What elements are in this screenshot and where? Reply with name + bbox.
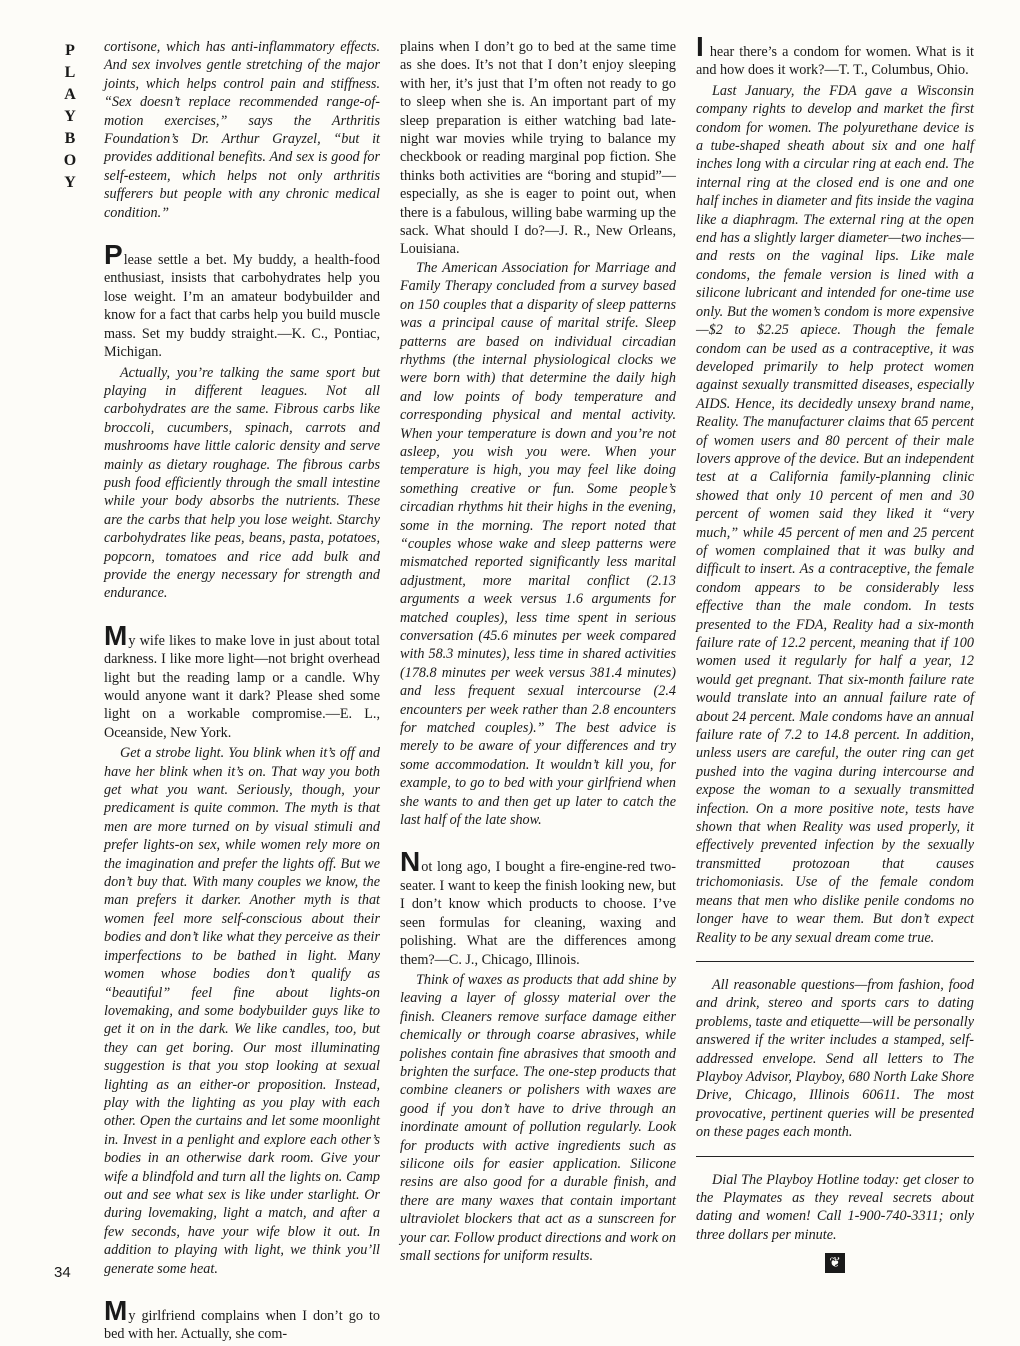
advisor-note: All reasonable questions—from fashion, food and drink, stereo and sports cars to dating problems, taste and etiquette—will be personally answered if the writer includes a stamped, self-addressed envelope. Send all letters to The Playboy Advisor, Playboy, 680 North Lake Shore Drive, Chicago, Illinois 60611. The most provocative, pertinent queries will be presented on these pages each month. bbox=[696, 976, 974, 1141]
question-bedtime: My girlfriend complains when I don’t go to bed with her. Actually, she com- bbox=[104, 1295, 380, 1343]
answer-darkness: Get a strobe light. You blink when it’s off and have her blink when it’s on. That way you both get what you want. Seriously, though, your predicament is quite common. The myth is that men are more turned on by visual stimuli and prefer lights-on sex, while women rely more on the imagination and prefer the lights off. But we don’t buy that. With many couples we know, the man prefers it darker. Another myth is that women feel more self-conscious about their bodies and don’t like what they perceive as their imperfections to be bathed in light. Many women whose bodies don’t qualify as “beautiful” feel fine about lights-on lovemaking, and some bodybuilder guys like to get it on in the dark. We like candles, too, but they can get boring. Our most illuminating suggestion is that you stop looking at sexual lighting as an either-or proposition. Instead, play with the lighting as you play with each other. Open the curtains and let some moonlight in. Invest in a penlight and explore each other’s bodies in an otherwise dark room. Give your wife a blindfold and turn all the lights on. Camp out and see what sex is like under starlight. Or during lovemaking, light a match, and after a few seconds, have your wife blow it out. In addition to playing with light, we think you’ll generate some heat. bbox=[104, 745, 380, 1277]
divider bbox=[696, 1156, 974, 1157]
hotline-note: Dial The Playboy Hotline today: get closer to the Playmates as they reveal secrets about dating and women! Call 1-900-740-3311; only three dollars per minute. bbox=[696, 1171, 974, 1243]
question-carbohydrates: Please settle a bet. My buddy, a health-food enthusiast, insists that carbohydrates help you lose weight. I’m an amateur bodybuilder and know for a fact that carbs help you build muscle mass. Set my buddy straight.—K. C., Pontiac, Michigan. bbox=[104, 239, 380, 361]
drop-initial: P bbox=[104, 239, 123, 271]
rabbit-logo-icon: ❦ bbox=[696, 1250, 974, 1273]
answer-bedtime: The American Association for Marriage and Family Therapy concluded from a survey based on 150 couples that a disparity of sleep patterns was a principal cause of marital strife. Sleep patterns are based on individual circadian rhythms (the internal physiological clocks we were born with) that determine the daily high and low points of body temperature and corresponding physical and mental activity. When your temperature is down and you’re not asleep, you wish you were. When your temperature is high, you may feel like doing something creative or fun. Some people’s circadian rhythms hit their highs in the evening, some in the morning. The report noted that “couples whose wake and sleep patterns were mismatched reported significantly less marital adjustment, more marital conflict (2.13 arguments a week versus 1.6 arguments for matched couples), less time spent in serious conversation (45.6 minutes per week compared with 58.3 minutes), less time in shared activities (178.8 minutes per week versus 381.4 minutes) and less frequent sexual intercourse (2.4 encounters per week rather than 2.8 encounters for matched couples).” The best advice is merely to be aware of your differences and try some accommodation. It wouldn’t kill you, for example, to go to bed with your girlfriend when she wants to and then get up later to catch the last half of the late show. bbox=[400, 259, 676, 829]
drop-initial: I bbox=[696, 31, 704, 62]
question-darkness: My wife likes to make love in just about total darkness. I like more light—not bright overhead light but the reading lamp or a candle. Why would anyone want it dark? Please shed some light on a workable compromise.—E. L., Oceanside, New York. bbox=[104, 619, 380, 741]
drop-initial: M bbox=[104, 1295, 128, 1326]
column-1 bbox=[104, 38, 380, 1346]
answer-continued: cortisone, which has anti-inflammatory effects. And sex involves gentle stretching of the major joints, which helps control pain and stiffness. “Sex doesn’t replace recommended range-of-motion exercises,” says the Arthritis Foundation’s Dr. Arthur Grayzel, “but it provides additional benefits. And sex is good for self-esteem, which helps not only arthritis sufferers but people with any chronic medical condition.” bbox=[104, 39, 380, 221]
question-female-condom: I hear there’s a condom for women. What is it and how does it work?—T. T., Columbus, Ohio. bbox=[696, 31, 974, 79]
column-2 bbox=[400, 38, 676, 1265]
running-head: P L A Y B O Y bbox=[63, 42, 77, 191]
divider bbox=[696, 961, 974, 962]
page-number: 34 bbox=[54, 1264, 71, 1281]
answer-car-finish: Think of waxes as products that add shine by leaving a layer of glossy material over the finish. Cleaners remove surface damage either chemically or through coarse abrasives, while polishes contain fine abrasives that smooth and brighten the surface. The one-step products that combine cleaners or polishers with waxes are good if you don’t have to drive through an inordinate amount of pollution regularly. Look for products with active ingredients such as silicone oils for easier application. Silicone resins are also good for a durable finish, and there are many waxes that contain important ultraviolet blockers that act as a sunscreen for your car. Follow product directions and work on small sections for uniform results. bbox=[400, 971, 676, 1264]
drop-initial: N bbox=[400, 846, 421, 878]
answer-carbohydrates: Actually, you’re talking the same sport but playing in different leagues. Not all carbohydrates are the same. Fibrous carbs like broccoli, cucumbers, spinach, carrots and mushrooms have little caloric density and serve mainly as dietary roughage. The fibrous carbs push food efficiently through the small intestine while your body absorbs the nutrients. These are the carbs that help you lose weight. Starchy carbohydrates like peas, beans, pasta, potatoes, popcorn, tomatoes and rice add bulk and provide the energy necessary for strength and endurance. bbox=[104, 364, 380, 602]
question-car-finish: Not long ago, I bought a fire-engine-red two-seater. I want to keep the finish looking new, but I don’t know which products to choose. I’ve seen formulas for cleaning, waxing and polishing. What are the differences among them?—C. J., Chicago, Illinois. bbox=[400, 846, 676, 968]
question-bedtime-continued: plains when I don’t go to bed at the same time as she does. It’s not that I don’t enjoy sleeping with her, it’s just that I’m often not ready to go to sleep when she is. An important part of my sleep preparation is either watching bad late-night war movies while trying to balance my checkbook or reading marginal pop fiction. She thinks both activities are “boring and stupid”—especially, as she is eager to point out, when there is a fabulous, willing babe warming up the sack. What should I do?—J. R., New Orleans, Louisiana. bbox=[400, 39, 676, 258]
column-3 bbox=[696, 31, 974, 1273]
answer-female-condom: Last January, the FDA gave a Wisconsin company rights to develop and market the first condom for women. The polyurethane device is a tube-shaped sheath about six and one half inches long with a circular ring at each end. The internal ring at the closed end is one and one half inches in diameter and fits inside the vagina like a diaphragm. The external ring at the open end has a slightly larger diameter—two inches—and rests on the vaginal lips. Like male condoms, the female version is lined with a silicone lubricant and intended for one-time use only. But the women’s condom is more expensive—$2 to $2.25 apiece. Though the female condom can be used as a contraceptive, it was developed primarily to help protect women against sexually transmitted diseases, especially AIDS. Hence, its decidedly unsexy brand name, Reality. The manufacturer claims that 65 percent of women users and 80 percent of their male lovers approve of the device. But an independent test at a California family-planning clinic showed that only 10 percent of men and 30 percent of women said they liked it “very much,” while 45 percent of men and 25 percent of women complained that it was bulky and difficult to insert. As a contraceptive, the female condom appears to be considerably less effective than the male condom. In tests presented to the FDA, Reality had a six-month failure rate of 12.2 percent, meaning that if 100 women used it regularly for half a year, 12 would get pregnant. That six-month failure rate would translate into an annual failure rate of about 24 percent. Male condoms have an annual failure rate of 7.2 to 14.8 percent. In addition, unless users are careful, the outer ring can get pushed into the vagina during intercourse and expose the woman to a sexually transmitted infection. On a more positive note, tests have shown that when Reality was used properly, it effectively prevented infection by the sexually transmitted protozoan that causes trichomoniasis. Use of the female condom means that men who dislike penile condoms no longer have to wear them. But don’t expect Reality to be any sexual dream come true. bbox=[696, 82, 974, 946]
drop-initial: M bbox=[104, 619, 128, 651]
